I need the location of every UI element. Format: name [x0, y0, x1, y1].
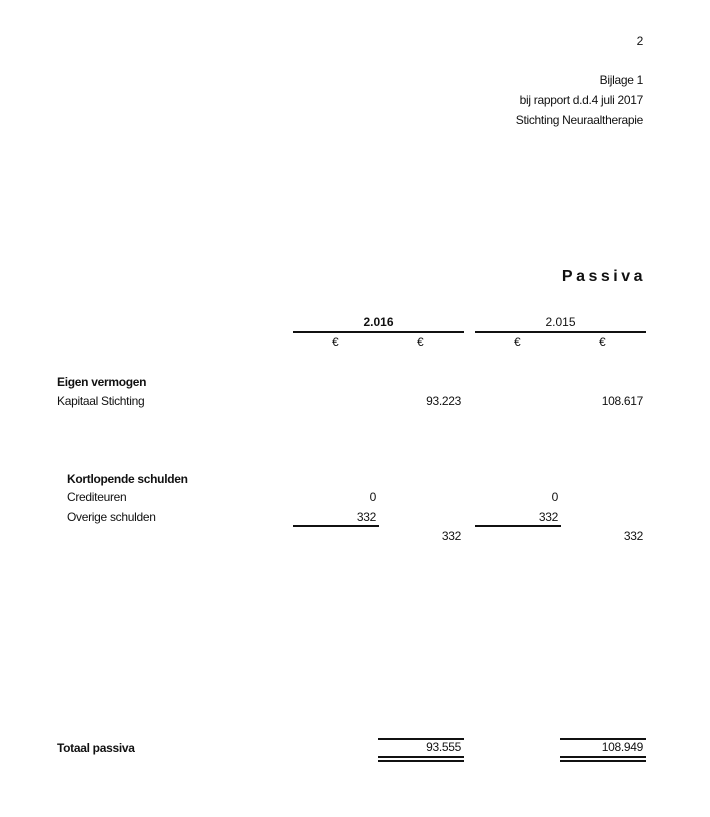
header-organization: Stichting Neuraaltherapie [515, 113, 643, 127]
currency-2015-col2: € [599, 335, 606, 349]
header-appendix: Bijlage 1 [599, 73, 643, 87]
currency-2015-col1: € [514, 335, 521, 349]
liabilities-row-value-2015: 0 [551, 490, 558, 504]
year-header-2016: 2.016 [363, 315, 394, 329]
total-label: Totaal passiva [57, 741, 135, 755]
header-rule-2016 [293, 331, 464, 333]
liabilities-row-value-2016: 332 [356, 510, 376, 524]
total-double-rule-2016-a [378, 756, 464, 758]
header-report-date: bij rapport d.d.4 juli 2017 [519, 93, 643, 107]
currency-2016-col2: € [417, 335, 424, 349]
equity-row-label: Kapitaal Stichting [57, 394, 145, 408]
subtotal-rule-2015 [475, 525, 561, 527]
liabilities-row-label: Overige schulden [67, 510, 156, 524]
liabilities-heading: Kortlopende schulden [67, 472, 188, 486]
liabilities-row-value-2015: 332 [538, 510, 558, 524]
total-double-rule-2016-b [378, 760, 464, 762]
equity-heading: Eigen vermogen [57, 375, 147, 389]
total-value-2015: 108.949 [601, 740, 643, 754]
total-double-rule-2015-a [560, 756, 646, 758]
section-title: Passiva [561, 268, 646, 285]
subtotal-rule-2016 [293, 525, 379, 527]
liabilities-subtotal-2015: 332 [623, 529, 643, 543]
liabilities-row-label: Crediteuren [67, 490, 127, 504]
year-header-2015: 2.015 [545, 315, 576, 329]
header-rule-2015 [475, 331, 646, 333]
currency-2016-col1: € [332, 335, 339, 349]
equity-value-2016: 93.223 [426, 394, 461, 408]
page-number: 2 [636, 34, 643, 48]
liabilities-row-value-2016: 0 [369, 490, 376, 504]
equity-value-2015: 108.617 [601, 394, 643, 408]
liabilities-subtotal-2016: 332 [441, 529, 461, 543]
total-value-2016: 93.555 [426, 740, 461, 754]
total-double-rule-2015-b [560, 760, 646, 762]
